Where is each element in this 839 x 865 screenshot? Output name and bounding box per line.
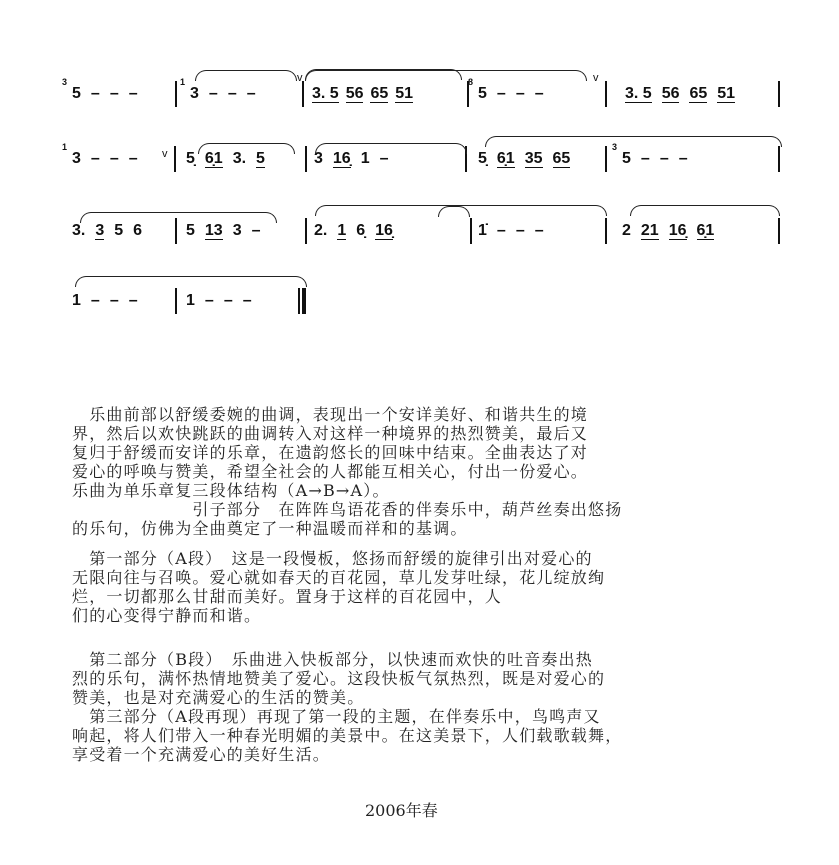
measure (622, 222, 714, 240)
note-group: 16̣ (332, 150, 351, 167)
grace-note: 8 (468, 77, 474, 87)
dash-note: – (109, 292, 119, 309)
slur (195, 70, 297, 81)
text-line: 享受着一个充满爱心的美好生活。 (72, 745, 331, 764)
measure (625, 85, 735, 103)
note-group: 5̣ (478, 150, 487, 167)
text-line: 烂，一切都那么甘甜而美好。置身于这样的百花园中，人 (72, 587, 503, 606)
barline (470, 218, 472, 244)
note-group: 3 (190, 85, 199, 102)
barline (605, 218, 607, 244)
note-group: 5 (114, 222, 124, 239)
barline (778, 81, 780, 107)
dash-note: – (128, 150, 138, 167)
note-group: 5 (478, 85, 487, 102)
breath-mark: v (162, 148, 168, 160)
note-group: 5 (72, 85, 81, 102)
measure (478, 222, 544, 240)
note-group: 5 (186, 222, 195, 239)
note-group: 1 (72, 292, 81, 309)
note-group: 56 (661, 85, 680, 102)
note-group: 56 (345, 85, 364, 102)
note-group: 6̣1 (204, 150, 223, 167)
note-group: 5̣ (186, 150, 195, 167)
slur (315, 143, 467, 154)
note-group: 3. 5 (625, 85, 652, 102)
dash-note: – (242, 292, 252, 309)
grace-note: 1 (62, 142, 68, 152)
dash-note: – (534, 85, 544, 102)
slur (485, 136, 782, 147)
text-line: 第一部分（A段） 这是一段慢板，悠扬而舒缓的旋律引出对爱心的 (72, 549, 593, 568)
dash-note: – (678, 150, 688, 167)
measure (72, 150, 138, 168)
text-line: 乐曲为单乐章复三段体结构（A→B→A）。 (72, 481, 390, 500)
barline (605, 81, 607, 107)
note-group: 65 (552, 150, 571, 167)
dash-note: – (128, 292, 138, 309)
text-line: 无限向往与召唤。爱心就如春天的百花园，草儿发芽吐绿，花儿绽放绚 (72, 568, 606, 587)
barline (302, 81, 304, 107)
note-group: 2 (622, 222, 631, 239)
grace-note: 3 (612, 142, 618, 152)
note-group: 35 (524, 150, 543, 167)
text-line: 复归于舒缓而安详的乐章，在遗韵悠长的回味中结束。全曲表达了对 (72, 443, 589, 462)
measure (72, 222, 142, 240)
note-group: 6̣ (356, 222, 366, 239)
note-group: 13 (204, 222, 223, 239)
text-line: 赞美，也是对充满爱心的生活的赞美。 (72, 688, 365, 707)
note-group: 3 (314, 150, 323, 167)
note-group: 65 (370, 85, 389, 102)
slur (75, 276, 307, 287)
measure (622, 150, 688, 168)
note-group: 3 (95, 222, 105, 239)
note-group: 1 (186, 292, 195, 309)
dash-note: – (515, 85, 525, 102)
dash-note: – (227, 85, 237, 102)
dash-note: – (640, 150, 650, 167)
barline (305, 146, 307, 172)
final-barline (302, 288, 306, 314)
final-barline (298, 288, 300, 314)
note-group: 1̇ (478, 222, 487, 239)
breath-mark: v (297, 72, 303, 84)
note-group: 5 (622, 150, 631, 167)
dash-note: – (251, 222, 261, 239)
text-line: 的乐句，仿佛为全曲奠定了一种温暖而祥和的基调。 (72, 519, 468, 538)
note-group: 6̣1 (496, 150, 515, 167)
note-group: 1 (337, 222, 347, 239)
text-line: 们的心变得宁静而和谐。 (72, 606, 262, 625)
dash-note: – (496, 222, 506, 239)
measure (478, 150, 570, 168)
measure (186, 292, 252, 310)
grace-note: 1 (180, 77, 186, 87)
text-line: 引子部分 在阵阵鸟语花香的伴奏乐中，葫芦丝奏出悠扬 (72, 500, 623, 519)
note-group: 1 (360, 150, 370, 167)
slur (198, 143, 295, 154)
note-group: 3 (232, 222, 242, 239)
breath-mark: v (593, 72, 599, 84)
barline (778, 218, 780, 244)
slur (630, 205, 780, 216)
dash-note: – (379, 150, 389, 167)
note-group: 65 (689, 85, 708, 102)
measure (312, 85, 413, 103)
dash-note: – (90, 292, 100, 309)
dash-note: – (496, 85, 506, 102)
barline (175, 288, 177, 314)
note-group: 6 (133, 222, 143, 239)
text-line: 第二部分（B段） 乐曲进入快板部分，以快速而欢快的吐音奏出热 (72, 650, 593, 669)
note-group: 5 (256, 150, 265, 167)
note-group: 16̣ (375, 222, 393, 239)
note-group: 3 (72, 150, 81, 167)
note-group: 16̣ (668, 222, 687, 239)
note-group: 21 (640, 222, 659, 239)
slur (80, 212, 277, 223)
dash-note: – (109, 150, 119, 167)
dash-note: – (90, 150, 100, 167)
slur (305, 69, 462, 80)
measure (314, 222, 393, 240)
dash-note: – (534, 222, 544, 239)
dash-note: – (246, 85, 256, 102)
slur (438, 206, 470, 217)
barline (305, 218, 307, 244)
text-line: 烈的乐句，满怀热情地赞美了爱心。这段快板气氛热烈，既是对爱心的 (72, 669, 606, 688)
note-group: 51 (717, 85, 736, 102)
dash-note: – (204, 292, 214, 309)
dash-note: – (659, 150, 669, 167)
dash-note: – (90, 85, 100, 102)
dash-note: – (208, 85, 218, 102)
note-group: 3. (72, 222, 86, 239)
text-line: 乐曲前部以舒缓委婉的曲调，表现出一个安详美好、和谐共生的境 (72, 405, 589, 424)
footer-date: 2006年春 (365, 801, 438, 820)
dash-note: – (109, 85, 119, 102)
text-line: 响起，将人们带入一种春光明媚的美景中。在这美景下，人们载歌载舞， (72, 726, 623, 745)
measure (186, 222, 261, 240)
text-line: 爱心的呼唤与赞美，希望全社会的人都能互相关心，付出一份爱心。 (72, 462, 589, 481)
barline (174, 146, 176, 172)
note-group: 3. (232, 150, 247, 167)
measure (478, 85, 544, 103)
barline (778, 146, 780, 172)
grace-note: 3 (62, 77, 68, 87)
barline (175, 81, 177, 107)
barline (605, 146, 607, 172)
note-group: 3. 5 (312, 85, 339, 102)
dash-note: – (128, 85, 138, 102)
dash-note: – (223, 292, 233, 309)
measure (190, 85, 256, 103)
measure (72, 85, 138, 103)
barline (467, 81, 469, 107)
note-group: 6̣1 (696, 222, 715, 239)
dash-note: – (515, 222, 525, 239)
measure (72, 292, 138, 310)
note-group: 51 (395, 85, 414, 102)
note-group: 2. (314, 222, 328, 239)
text-line: 第三部分（A段再现）再现了第一段的主题，在伴奏乐中，鸟鸣声又 (72, 707, 601, 726)
text-line: 界，然后以欢快跳跃的曲调转入对这样一种境界的热烈赞美，最后又 (72, 424, 589, 443)
